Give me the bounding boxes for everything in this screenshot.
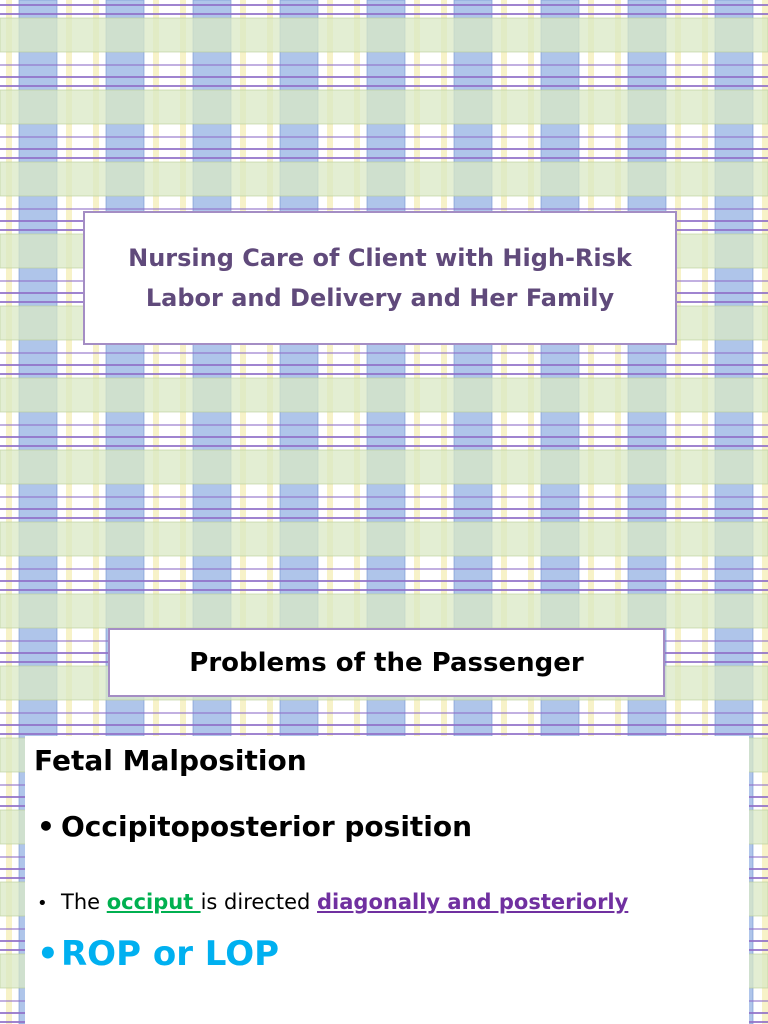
plaid-purple-line bbox=[0, 568, 768, 570]
plaid-purple-line bbox=[0, 364, 768, 366]
plaid-purple-line bbox=[0, 436, 768, 438]
plaid-purple-line bbox=[0, 589, 768, 591]
plaid-green-band bbox=[0, 162, 768, 196]
plaid-purple-line bbox=[0, 724, 768, 726]
plaid-purple-line bbox=[0, 496, 768, 498]
direction-term: diagonally and posteriorly bbox=[317, 890, 629, 914]
plaid-green-band bbox=[0, 18, 768, 52]
section-header-box bbox=[108, 628, 665, 697]
bullet-prefix: The bbox=[61, 890, 107, 914]
plaid-purple-line bbox=[0, 76, 768, 78]
plaid-purple-line bbox=[0, 580, 768, 582]
plaid-purple-line bbox=[0, 445, 768, 447]
plaid-purple-line bbox=[0, 424, 768, 426]
plaid-purple-line bbox=[0, 13, 768, 15]
plaid-purple-line bbox=[0, 517, 768, 519]
content-heading: Fetal Malposition bbox=[34, 744, 307, 777]
plaid-green-band bbox=[0, 522, 768, 556]
plaid-purple-line bbox=[0, 373, 768, 375]
section-title: Problems of the Passenger bbox=[189, 647, 584, 678]
bullet-glyph: • bbox=[37, 810, 55, 843]
title-box bbox=[83, 211, 677, 345]
plaid-purple-line bbox=[0, 85, 768, 87]
plaid-purple-line bbox=[0, 712, 768, 714]
plaid-purple-line bbox=[0, 136, 768, 138]
plaid-purple-line bbox=[0, 4, 768, 6]
bullet-occiput-direction bbox=[37, 890, 628, 914]
plaid-purple-line bbox=[0, 64, 768, 66]
bullet-glyph: • bbox=[37, 934, 59, 974]
plaid-green-band bbox=[0, 90, 768, 124]
plaid-green-band bbox=[0, 594, 768, 628]
plaid-green-band bbox=[0, 450, 768, 484]
bullet-text: ROP or LOP bbox=[61, 934, 280, 974]
title-line-2: Labor and Delivery and Her Family bbox=[145, 284, 615, 312]
title-line-1: Nursing Care of Client with High-Risk bbox=[128, 244, 632, 272]
bullet-glyph: • bbox=[37, 893, 48, 914]
plaid-yellow-stripe bbox=[762, 0, 768, 1024]
plaid-purple-line bbox=[0, 352, 768, 354]
plaid-green-band bbox=[0, 378, 768, 412]
plaid-purple-line bbox=[0, 148, 768, 150]
plaid-purple-line bbox=[0, 508, 768, 510]
plaid-purple-line bbox=[0, 208, 768, 210]
bullet-text: Occipitoposterior position bbox=[61, 810, 473, 843]
plaid-yellow-stripe bbox=[6, 0, 12, 1024]
bullet-rop-lop bbox=[37, 934, 279, 974]
plaid-purple-line bbox=[0, 733, 768, 735]
content-panel bbox=[25, 736, 749, 1024]
plaid-purple-line bbox=[0, 157, 768, 159]
bullet-text bbox=[61, 890, 628, 914]
bullet-middle: is directed bbox=[200, 890, 318, 914]
bullet-occipitoposterior bbox=[37, 810, 472, 843]
occiput-term: occiput bbox=[106, 890, 201, 914]
